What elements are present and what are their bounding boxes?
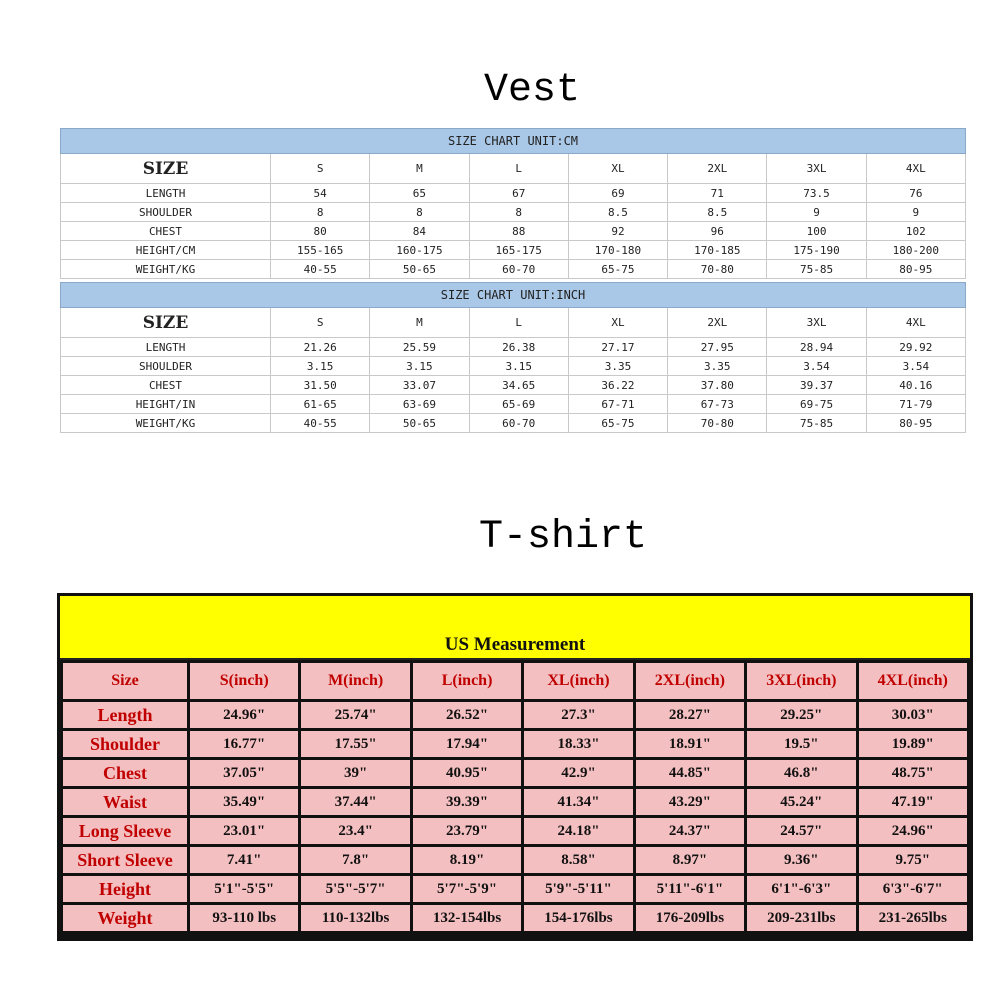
- tshirt-header-title: US Measurement: [444, 634, 586, 655]
- table-cell: 69: [568, 184, 667, 203]
- table-cell: 54: [271, 184, 370, 203]
- table-cell: 65: [370, 184, 469, 203]
- table-cell: 132-154lbs: [413, 905, 521, 931]
- table-row: [61, 184, 966, 203]
- table-cell: 37.05": [190, 760, 298, 786]
- table-cell: 40.16: [866, 376, 965, 395]
- table-cell: 209-231lbs: [747, 905, 855, 931]
- size-header-row: [61, 308, 966, 338]
- table-cell: 28.94: [767, 338, 866, 357]
- size-header-cell: L(inch): [413, 663, 521, 699]
- table-cell: 31.50: [271, 376, 370, 395]
- size-label: Size: [63, 663, 187, 699]
- table-cell: 70-80: [668, 260, 767, 279]
- size-header-cell: S: [271, 154, 370, 184]
- table-cell: 23.79": [413, 818, 521, 844]
- table-cell: 42.9": [524, 760, 632, 786]
- table-cell: 8: [469, 203, 568, 222]
- table-cell: 29.92: [866, 338, 965, 357]
- row-label: WEIGHT/KG: [61, 414, 271, 433]
- table-cell: 7.8": [301, 847, 409, 873]
- table-cell: 93-110 lbs: [190, 905, 298, 931]
- table-cell: 170-180: [568, 241, 667, 260]
- table-cell: 80: [271, 222, 370, 241]
- row-label: WEIGHT/KG: [61, 260, 271, 279]
- table-row: [61, 338, 966, 357]
- size-header-cell: 4XL: [866, 308, 965, 338]
- row-label: Height: [63, 876, 187, 902]
- table-cell: 24.18": [524, 818, 632, 844]
- table-cell: 40.95": [413, 760, 521, 786]
- table-cell: 5'7"-5'9": [413, 876, 521, 902]
- table-row: [61, 414, 966, 433]
- table-cell: 23.01": [190, 818, 298, 844]
- table-cell: 8: [370, 203, 469, 222]
- size-header-cell: 3XL: [767, 154, 866, 184]
- table-cell: 9: [767, 203, 866, 222]
- table-cell: 19.5": [747, 731, 855, 757]
- table-row: [61, 203, 966, 222]
- table-cell: 21.26: [271, 338, 370, 357]
- row-label: Shoulder: [63, 731, 187, 757]
- row-label: Waist: [63, 789, 187, 815]
- vest-title: Vest: [483, 68, 580, 113]
- table-cell: 39.39": [413, 789, 521, 815]
- table-cell: 9.36": [747, 847, 855, 873]
- unit-title-row: [61, 129, 966, 154]
- table-row: [61, 376, 966, 395]
- table-cell: 17.55": [301, 731, 409, 757]
- table-cell: 34.65: [469, 376, 568, 395]
- table-cell: 75-85: [767, 260, 866, 279]
- size-header-cell: 3XL: [767, 308, 866, 338]
- table-cell: 3.54: [866, 357, 965, 376]
- table-cell: 80-95: [866, 414, 965, 433]
- table-cell: 100: [767, 222, 866, 241]
- size-header-row: [61, 154, 966, 184]
- table-cell: 70-80: [668, 414, 767, 433]
- table-cell: 8.58": [524, 847, 632, 873]
- table-cell: 26.38: [469, 338, 568, 357]
- table-cell: 37.80: [668, 376, 767, 395]
- row-label: Long Sleeve: [63, 818, 187, 844]
- table-cell: 8: [271, 203, 370, 222]
- table-row: [63, 702, 967, 728]
- table-cell: 3.15: [271, 357, 370, 376]
- table-cell: 3.35: [568, 357, 667, 376]
- table-row: [63, 847, 967, 873]
- table-cell: 165-175: [469, 241, 568, 260]
- table-cell: 67-71: [568, 395, 667, 414]
- table-row: [63, 760, 967, 786]
- table-row: [63, 731, 967, 757]
- table-cell: 36.22: [568, 376, 667, 395]
- table-cell: 102: [866, 222, 965, 241]
- table-cell: 46.8": [747, 760, 855, 786]
- tshirt-table: [60, 660, 970, 934]
- table-cell: 26.52": [413, 702, 521, 728]
- table-row: [61, 260, 966, 279]
- table-cell: 8.97": [636, 847, 744, 873]
- size-header-cell: M: [370, 308, 469, 338]
- table-cell: 39.37: [767, 376, 866, 395]
- size-header-cell: 4XL: [866, 154, 965, 184]
- table-cell: 63-69: [370, 395, 469, 414]
- table-cell: 5'9"-5'11": [524, 876, 632, 902]
- table-cell: 47.19": [859, 789, 967, 815]
- table-cell: 43.29": [636, 789, 744, 815]
- unit-title-row: [61, 283, 966, 308]
- vest-size-chart-cm: [60, 128, 966, 279]
- table-cell: 67: [469, 184, 568, 203]
- table-cell: 3.15: [370, 357, 469, 376]
- table-cell: 5'1"-5'5": [190, 876, 298, 902]
- table-row: [61, 395, 966, 414]
- table-cell: 65-75: [568, 414, 667, 433]
- table-cell: 45.24": [747, 789, 855, 815]
- table-cell: 80-95: [866, 260, 965, 279]
- table-cell: 24.96": [859, 818, 967, 844]
- table-row: [63, 818, 967, 844]
- table-cell: 17.94": [413, 731, 521, 757]
- table-cell: 28.27": [636, 702, 744, 728]
- table-cell: 48.75": [859, 760, 967, 786]
- table-cell: 40-55: [271, 260, 370, 279]
- row-label: LENGTH: [61, 184, 271, 203]
- row-label: Short Sleeve: [63, 847, 187, 873]
- table-cell: 65-75: [568, 260, 667, 279]
- table-cell: 27.95: [668, 338, 767, 357]
- table-cell: 23.4": [301, 818, 409, 844]
- table-cell: 8.19": [413, 847, 521, 873]
- table-cell: 18.33": [524, 731, 632, 757]
- table-cell: 69-75: [767, 395, 866, 414]
- table-cell: 67-73: [668, 395, 767, 414]
- row-label: LENGTH: [61, 338, 271, 357]
- tshirt-size-header-row: [63, 663, 967, 699]
- table-cell: 6'1"-6'3": [747, 876, 855, 902]
- table-cell: 30.03": [859, 702, 967, 728]
- table-cell: 24.96": [190, 702, 298, 728]
- size-header-cell: 3XL(inch): [747, 663, 855, 699]
- table-cell: 3.54: [767, 357, 866, 376]
- table-cell: 6'3"-6'7": [859, 876, 967, 902]
- row-label: HEIGHT/IN: [61, 395, 271, 414]
- table-cell: 35.49": [190, 789, 298, 815]
- table-cell: 155-165: [271, 241, 370, 260]
- size-header-cell: 4XL(inch): [859, 663, 967, 699]
- table-cell: 9: [866, 203, 965, 222]
- table-cell: 154-176lbs: [524, 905, 632, 931]
- table-cell: 37.44": [301, 789, 409, 815]
- table-cell: 25.74": [301, 702, 409, 728]
- row-label: CHEST: [61, 376, 271, 395]
- table-cell: 33.07: [370, 376, 469, 395]
- vest-inch-body: [61, 283, 966, 433]
- table-cell: 8.5: [668, 203, 767, 222]
- tshirt-size-chart: [57, 593, 973, 941]
- table-cell: 110-132lbs: [301, 905, 409, 931]
- size-header-cell: L: [469, 154, 568, 184]
- vest-size-chart-inch: [60, 282, 966, 433]
- table-cell: 27.17: [568, 338, 667, 357]
- table-cell: 75-85: [767, 414, 866, 433]
- table-cell: 25.59: [370, 338, 469, 357]
- table-cell: 84: [370, 222, 469, 241]
- table-cell: 9.75": [859, 847, 967, 873]
- table-cell: 18.91": [636, 731, 744, 757]
- table-cell: 24.57": [747, 818, 855, 844]
- tshirt-title: T-shirt: [478, 515, 648, 560]
- table-row: [63, 905, 967, 931]
- size-header-cell: 2XL: [668, 154, 767, 184]
- table-cell: 170-185: [668, 241, 767, 260]
- size-header-cell: 2XL: [668, 308, 767, 338]
- table-cell: 50-65: [370, 414, 469, 433]
- table-cell: 7.41": [190, 847, 298, 873]
- tshirt-table-body: [63, 663, 967, 931]
- table-cell: 71-79: [866, 395, 965, 414]
- table-cell: 96: [668, 222, 767, 241]
- table-cell: 40-55: [271, 414, 370, 433]
- table-cell: 60-70: [469, 414, 568, 433]
- table-cell: 5'5"-5'7": [301, 876, 409, 902]
- row-label: CHEST: [61, 222, 271, 241]
- table-cell: 24.37": [636, 818, 744, 844]
- size-header-cell: XL: [568, 154, 667, 184]
- table-cell: 175-190: [767, 241, 866, 260]
- table-cell: 19.89": [859, 731, 967, 757]
- table-row: [63, 876, 967, 902]
- size-header-cell: M(inch): [301, 663, 409, 699]
- row-label: Length: [63, 702, 187, 728]
- table-cell: 5'11"-6'1": [636, 876, 744, 902]
- table-cell: 92: [568, 222, 667, 241]
- table-cell: 41.34": [524, 789, 632, 815]
- unit-title: SIZE CHART UNIT:CM: [61, 129, 966, 154]
- table-cell: 65-69: [469, 395, 568, 414]
- table-cell: 61-65: [271, 395, 370, 414]
- table-cell: 8.5: [568, 203, 667, 222]
- table-cell: 3.15: [469, 357, 568, 376]
- size-header-cell: L: [469, 308, 568, 338]
- row-label: Weight: [63, 905, 187, 931]
- size-header-cell: 2XL(inch): [636, 663, 744, 699]
- table-cell: 88: [469, 222, 568, 241]
- table-cell: 176-209lbs: [636, 905, 744, 931]
- row-label: HEIGHT/CM: [61, 241, 271, 260]
- unit-title: SIZE CHART UNIT:INCH: [61, 283, 966, 308]
- table-cell: 160-175: [370, 241, 469, 260]
- table-cell: 73.5: [767, 184, 866, 203]
- table-cell: 29.25": [747, 702, 855, 728]
- table-cell: 76: [866, 184, 965, 203]
- table-row: [63, 789, 967, 815]
- table-cell: 60-70: [469, 260, 568, 279]
- table-cell: 16.77": [190, 731, 298, 757]
- table-row: [61, 241, 966, 260]
- size-header-cell: XL: [568, 308, 667, 338]
- vest-cm-body: [61, 129, 966, 279]
- table-cell: 71: [668, 184, 767, 203]
- table-cell: 39": [301, 760, 409, 786]
- table-cell: 231-265lbs: [859, 905, 967, 931]
- size-label: SIZE: [61, 154, 271, 184]
- table-cell: 3.35: [668, 357, 767, 376]
- table-row: [61, 222, 966, 241]
- row-label: Chest: [63, 760, 187, 786]
- size-label: SIZE: [61, 308, 271, 338]
- table-cell: 50-65: [370, 260, 469, 279]
- row-label: SHOULDER: [61, 203, 271, 222]
- size-header-cell: S(inch): [190, 663, 298, 699]
- row-label: SHOULDER: [61, 357, 271, 376]
- table-row: [61, 357, 966, 376]
- size-header-cell: S: [271, 308, 370, 338]
- size-header-cell: M: [370, 154, 469, 184]
- table-cell: 180-200: [866, 241, 965, 260]
- table-cell: 44.85": [636, 760, 744, 786]
- table-cell: 27.3": [524, 702, 632, 728]
- tshirt-header-banner: [60, 596, 970, 660]
- size-header-cell: XL(inch): [524, 663, 632, 699]
